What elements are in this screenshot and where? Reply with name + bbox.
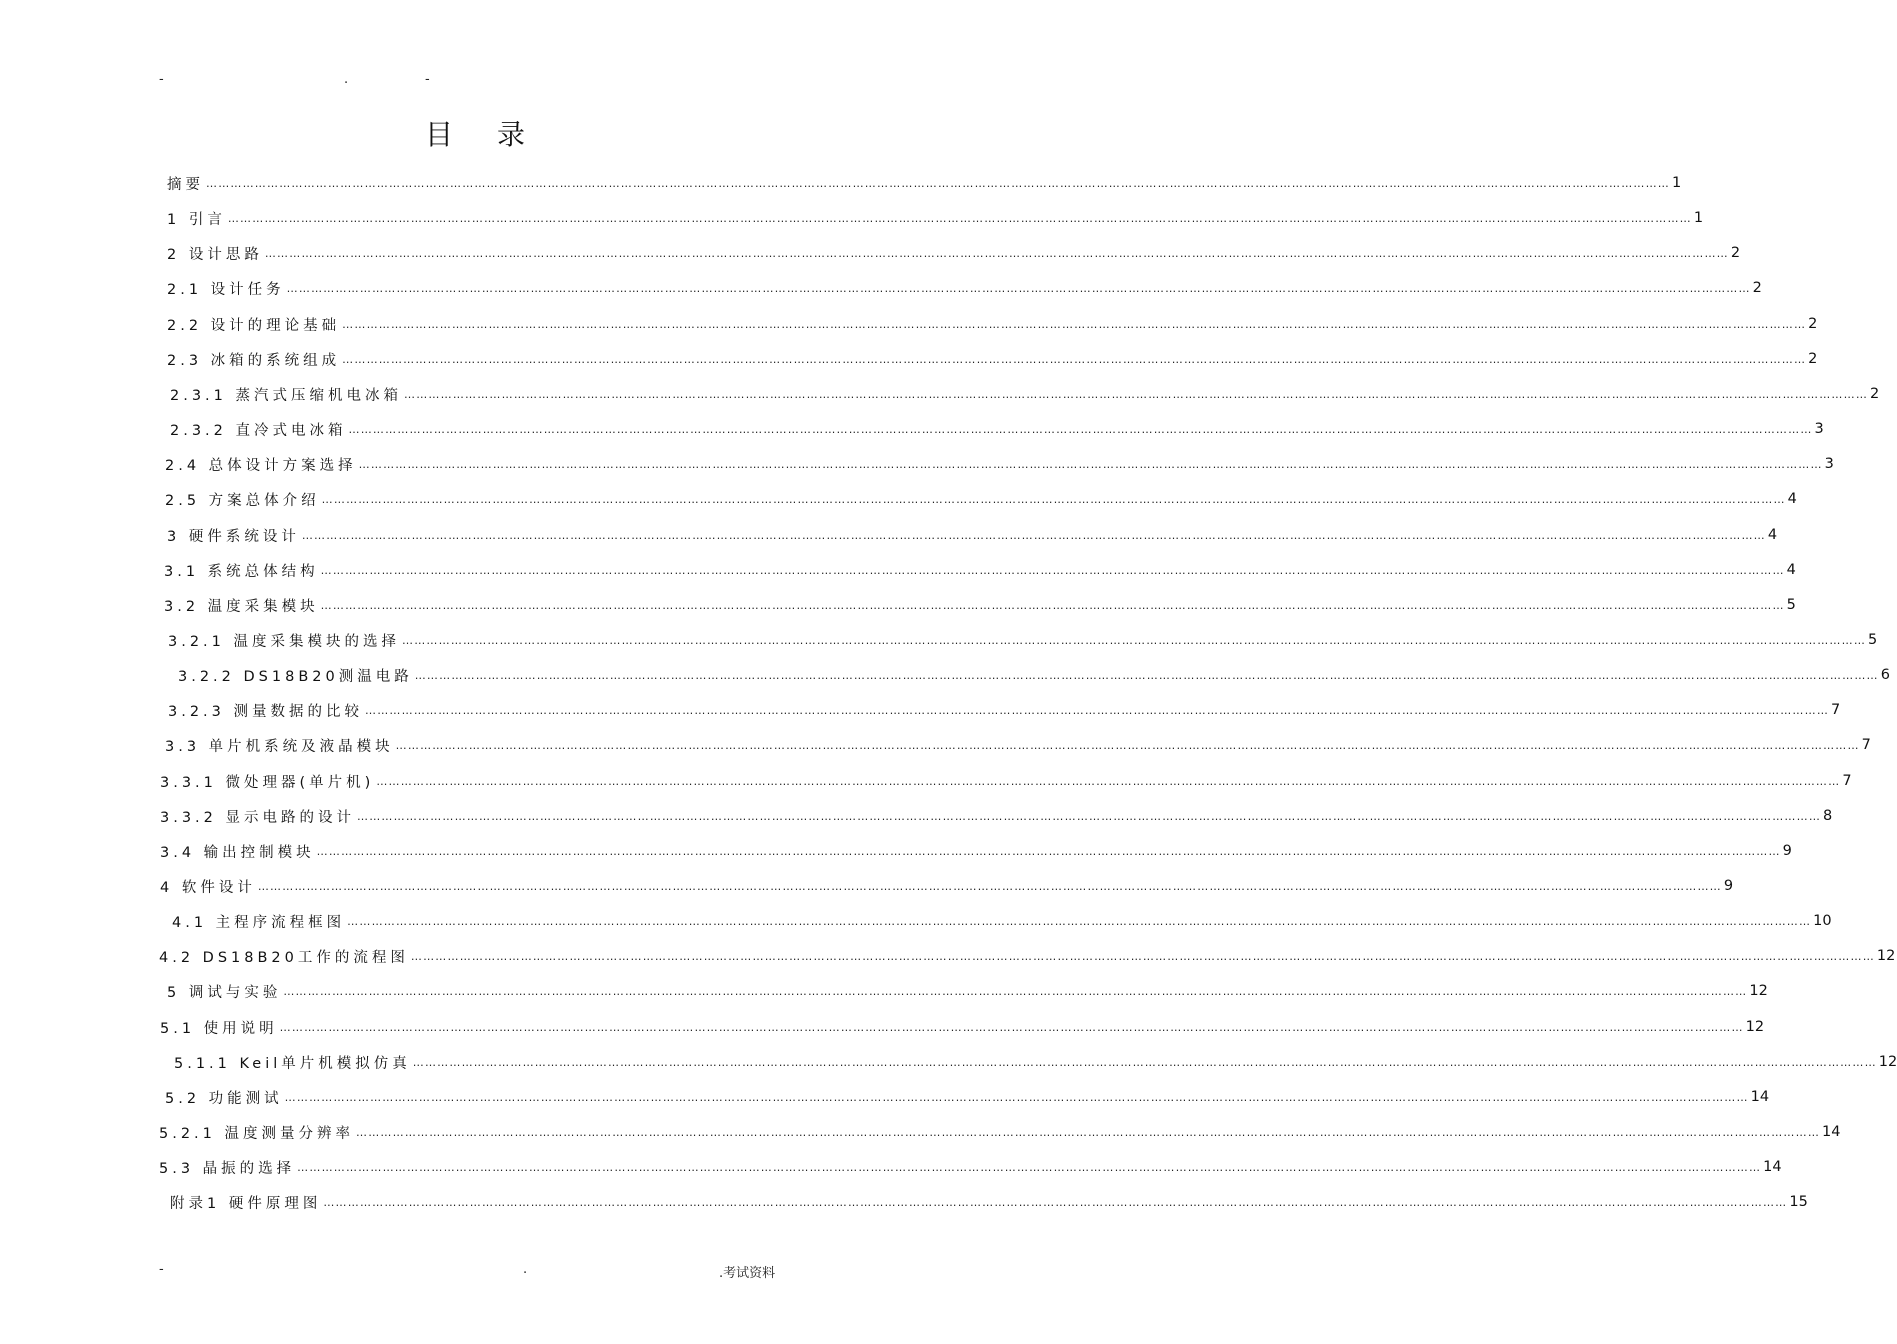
toc-entry-label: 3.3.2 显示电路的设计: [160, 809, 356, 826]
toc-entry[interactable]: [165, 452, 1834, 476]
toc-leader-dots: ………………………………………………………………………………………………………………………………………………………………………………………………………………………………………………………………………………………………………………………………: [301, 528, 1766, 542]
toc-entry[interactable]: [159, 1120, 1841, 1144]
toc-leader-dots: ………………………………………………………………………………………………………………………………………………………………………………………………………………………………………………………………………………………………………………………………: [404, 387, 1869, 401]
toc-leader-dots: ………………………………………………………………………………………………………………………………………………………………………………………………………………………………………………………………………………………………………………………………: [342, 317, 1807, 331]
toc-entry-label: 2.2 设计的理论基础: [167, 317, 341, 334]
toc-entry[interactable]: [174, 1050, 1897, 1074]
toc-entry[interactable]: [167, 171, 1682, 195]
toc-entry-page: 6: [1880, 667, 1890, 683]
footer-mark-middle: .: [523, 1262, 528, 1277]
toc-entry-page: 12: [1749, 983, 1768, 999]
toc-entry-label: 3.2.1 温度采集模块的选择: [168, 633, 401, 650]
toc-entry-label: 4 软件设计: [160, 879, 256, 896]
toc-leader-dots: ………………………………………………………………………………………………………………………………………………………………………………………………………………………………………………………………………………………………………………………………: [286, 281, 1751, 295]
toc-leader-dots: ………………………………………………………………………………………………………………………………………………………………………………………………………………………………………………………………………………………………………………………………: [284, 1090, 1749, 1104]
toc-entry-label: 5.1.1 Keil单片机模拟仿真: [174, 1055, 411, 1072]
toc-leader-dots: ………………………………………………………………………………………………………………………………………………………………………………………………………………………………………………………………………………………………………………………………: [320, 563, 1785, 577]
toc-leader-dots: ………………………………………………………………………………………………………………………………………………………………………………………………………………………………………………………………………………………………………………………………: [316, 844, 1781, 858]
toc-entry[interactable]: [160, 839, 1792, 863]
toc-entry-page: 1: [1672, 175, 1682, 191]
toc-entry-page: 5: [1868, 632, 1878, 648]
toc-entry-page: 4: [1787, 491, 1797, 507]
toc-entry-page: 7: [1831, 702, 1841, 718]
toc-leader-dots: ………………………………………………………………………………………………………………………………………………………………………………………………………………………………………………………………………………………………………………………………: [412, 1055, 1877, 1069]
toc-entry-label: 3.2 温度采集模块: [164, 598, 319, 615]
toc-entry-label: 附录1 硬件原理图: [170, 1195, 322, 1212]
toc-entry-label: 5.1 使用说明: [160, 1020, 278, 1037]
toc-entry[interactable]: [167, 206, 1704, 230]
toc-entry-page: 4: [1786, 562, 1796, 578]
toc-leader-dots: ………………………………………………………………………………………………………………………………………………………………………………………………………………………………………………………………………………………………………………………………: [342, 352, 1807, 366]
toc-entry-label: 3.1 系统总体结构: [164, 563, 319, 580]
toc-entry-page: 12: [1876, 948, 1896, 964]
toc-leader-dots: ………………………………………………………………………………………………………………………………………………………………………………………………………………………………………………………………………………………………………………………………: [320, 598, 1785, 612]
header-mark-left: -: [159, 72, 164, 87]
toc-leader-dots: ………………………………………………………………………………………………………………………………………………………………………………………………………………………………………………………………………………………………………………………………: [410, 949, 1875, 963]
toc-leader-dots: ………………………………………………………………………………………………………………………………………………………………………………………………………………………………………………………………………………………………………………………………: [227, 211, 1692, 225]
toc-entry-page: 2: [1870, 386, 1880, 402]
toc-entry-page: 9: [1782, 843, 1792, 859]
toc-entry-label: 摘要: [167, 176, 204, 193]
toc-entry[interactable]: [165, 733, 1871, 757]
toc-entry-page: 14: [1750, 1089, 1770, 1105]
toc-leader-dots: ………………………………………………………………………………………………………………………………………………………………………………………………………………………………………………………………………………………………………………………………: [414, 668, 1879, 682]
toc-entry-label: 5.2 功能测试: [165, 1090, 283, 1107]
toc-leader-dots: ………………………………………………………………………………………………………………………………………………………………………………………………………………………………………………………………………………………………………………………………: [283, 984, 1748, 998]
toc-entry[interactable]: [160, 769, 1852, 793]
toc-entry-page: 4: [1767, 527, 1778, 543]
toc-entry-label: 1 引言: [167, 211, 226, 228]
toc-leader-dots: ………………………………………………………………………………………………………………………………………………………………………………………………………………………………………………………………………………………………………………………………: [376, 774, 1841, 788]
toc-entry[interactable]: [168, 628, 1878, 652]
toc-leader-dots: ………………………………………………………………………………………………………………………………………………………………………………………………………………………………………………………………………………………………………………………………: [348, 422, 1813, 436]
toc-entry[interactable]: [164, 593, 1796, 617]
toc-entry[interactable]: [167, 241, 1741, 265]
toc-entry[interactable]: [167, 347, 1818, 371]
toc-leader-dots: ………………………………………………………………………………………………………………………………………………………………………………………………………………………………………………………………………………………………………………………………: [357, 809, 1822, 823]
toc-entry[interactable]: [167, 979, 1768, 1003]
toc-leader-dots: ………………………………………………………………………………………………………………………………………………………………………………………………………………………………………………………………………………………………………………………………: [358, 457, 1823, 471]
toc-entry-page: 2: [1808, 316, 1818, 332]
toc-leader-dots: ………………………………………………………………………………………………………………………………………………………………………………………………………………………………………………………………………………………………………………………………: [297, 1160, 1762, 1174]
toc-entry[interactable]: [172, 909, 1832, 933]
toc-entry-label: 2.3.1 蒸汽式压缩机电冰箱: [170, 387, 403, 404]
footer-mark-left: -: [159, 1262, 164, 1277]
toc-entry-label: 3.3.1 微处理器(单片机): [160, 774, 375, 791]
header-mark-right: -: [425, 72, 430, 87]
toc-entry-page: 2: [1730, 245, 1741, 261]
toc-entry-page: 3: [1814, 421, 1824, 437]
toc-leader-dots: ………………………………………………………………………………………………………………………………………………………………………………………………………………………………………………………………………………………………………………………………: [257, 879, 1722, 893]
toc-entry-page: 7: [1861, 737, 1871, 753]
toc-entry[interactable]: [170, 417, 1824, 441]
toc-entry[interactable]: [159, 1155, 1782, 1179]
toc-entry-page: 8: [1823, 808, 1833, 824]
toc-entry[interactable]: [160, 1015, 1765, 1039]
toc-entry[interactable]: [164, 558, 1796, 582]
toc-entry-label: 4.2 DS18B20工作的流程图: [159, 949, 409, 966]
toc-leader-dots: ………………………………………………………………………………………………………………………………………………………………………………………………………………………………………………………………………………………………………………………………: [402, 633, 1867, 647]
toc-entry-page: 10: [1813, 913, 1832, 929]
toc-entry-page: 7: [1842, 773, 1852, 789]
toc-entry-page: 2: [1752, 280, 1762, 296]
toc-entry-label: 3.2.2 DS18B20测温电路: [178, 668, 413, 685]
toc-leader-dots: ………………………………………………………………………………………………………………………………………………………………………………………………………………………………………………………………………………………………………………………………: [356, 1125, 1821, 1139]
toc-entry-page: 9: [1723, 878, 1734, 894]
toc-entry-page: 12: [1878, 1054, 1897, 1070]
toc-leader-dots: ………………………………………………………………………………………………………………………………………………………………………………………………………………………………………………………………………………………………………………………………: [321, 492, 1786, 506]
toc-entry-label: 5.3 晶振的选择: [159, 1160, 296, 1177]
toc-entry-label: 5 调试与实验: [167, 984, 282, 1001]
toc-entry-label: 3 硬件系统设计: [167, 528, 300, 545]
toc-entry-page: 3: [1824, 456, 1834, 472]
page-title: 目录: [424, 118, 569, 151]
toc-leader-dots: ………………………………………………………………………………………………………………………………………………………………………………………………………………………………………………………………………………………………………………………………: [365, 703, 1830, 717]
toc-entry-page: 5: [1786, 597, 1796, 613]
toc-entry[interactable]: [170, 382, 1880, 406]
toc-entry[interactable]: [165, 487, 1797, 511]
header-mark-middle: .: [344, 72, 349, 87]
toc-entry[interactable]: [168, 698, 1841, 722]
toc-entry[interactable]: [160, 804, 1833, 828]
toc-entry-page: 15: [1789, 1194, 1808, 1210]
toc-entry-page: 2: [1808, 351, 1818, 367]
toc-entry-label: 2.5 方案总体介绍: [165, 492, 320, 509]
toc-leader-dots: ………………………………………………………………………………………………………………………………………………………………………………………………………………………………………………………………………………………………………………………………: [347, 914, 1812, 928]
toc-entry-label: 2.1 设计任务: [167, 281, 285, 298]
toc-entry-label: 5.2.1 温度测量分辨率: [159, 1125, 355, 1142]
toc-entry[interactable]: [170, 1190, 1808, 1214]
toc-leader-dots: ………………………………………………………………………………………………………………………………………………………………………………………………………………………………………………………………………………………………………………………………: [323, 1195, 1788, 1209]
toc-entry-page: 14: [1763, 1159, 1782, 1175]
toc-entry[interactable]: [167, 312, 1818, 336]
toc-entry-label: 3.2.3 测量数据的比较: [168, 703, 364, 720]
toc-entry-page: 1: [1693, 210, 1704, 226]
toc-entry-label: 2 设计思路: [167, 246, 263, 263]
footer-note: .考试资料: [719, 1266, 776, 1281]
toc-entry-label: 3.4 输出控制模块: [160, 844, 315, 861]
toc-entry-label: 2.3 冰箱的系统组成: [167, 352, 341, 369]
toc-leader-dots: ………………………………………………………………………………………………………………………………………………………………………………………………………………………………………………………………………………………………………………………………: [264, 246, 1729, 260]
toc-leader-dots: ………………………………………………………………………………………………………………………………………………………………………………………………………………………………………………………………………………………………………………………………: [206, 176, 1670, 190]
toc-leader-dots: ………………………………………………………………………………………………………………………………………………………………………………………………………………………………………………………………………………………………………………………………: [279, 1020, 1744, 1034]
toc-entry-label: 2.4 总体设计方案选择: [165, 457, 357, 474]
toc-entry-page: 12: [1745, 1019, 1765, 1035]
toc-entry-label: 3.3 单片机系统及液晶模块: [165, 738, 394, 755]
toc-entry[interactable]: [165, 1085, 1770, 1109]
toc-entry-label: 2.3.2 直冷式电冰箱: [170, 422, 347, 439]
toc-entry[interactable]: [167, 276, 1762, 300]
toc-entry-page: 14: [1822, 1124, 1841, 1140]
toc-entry[interactable]: [167, 523, 1778, 547]
toc-leader-dots: ………………………………………………………………………………………………………………………………………………………………………………………………………………………………………………………………………………………………………………………………: [395, 738, 1860, 752]
toc-entry[interactable]: [159, 944, 1896, 968]
toc-entry[interactable]: [160, 874, 1734, 898]
toc-entry-label: 4.1 主程序流程框图: [172, 914, 346, 931]
toc-entry[interactable]: [178, 663, 1890, 687]
